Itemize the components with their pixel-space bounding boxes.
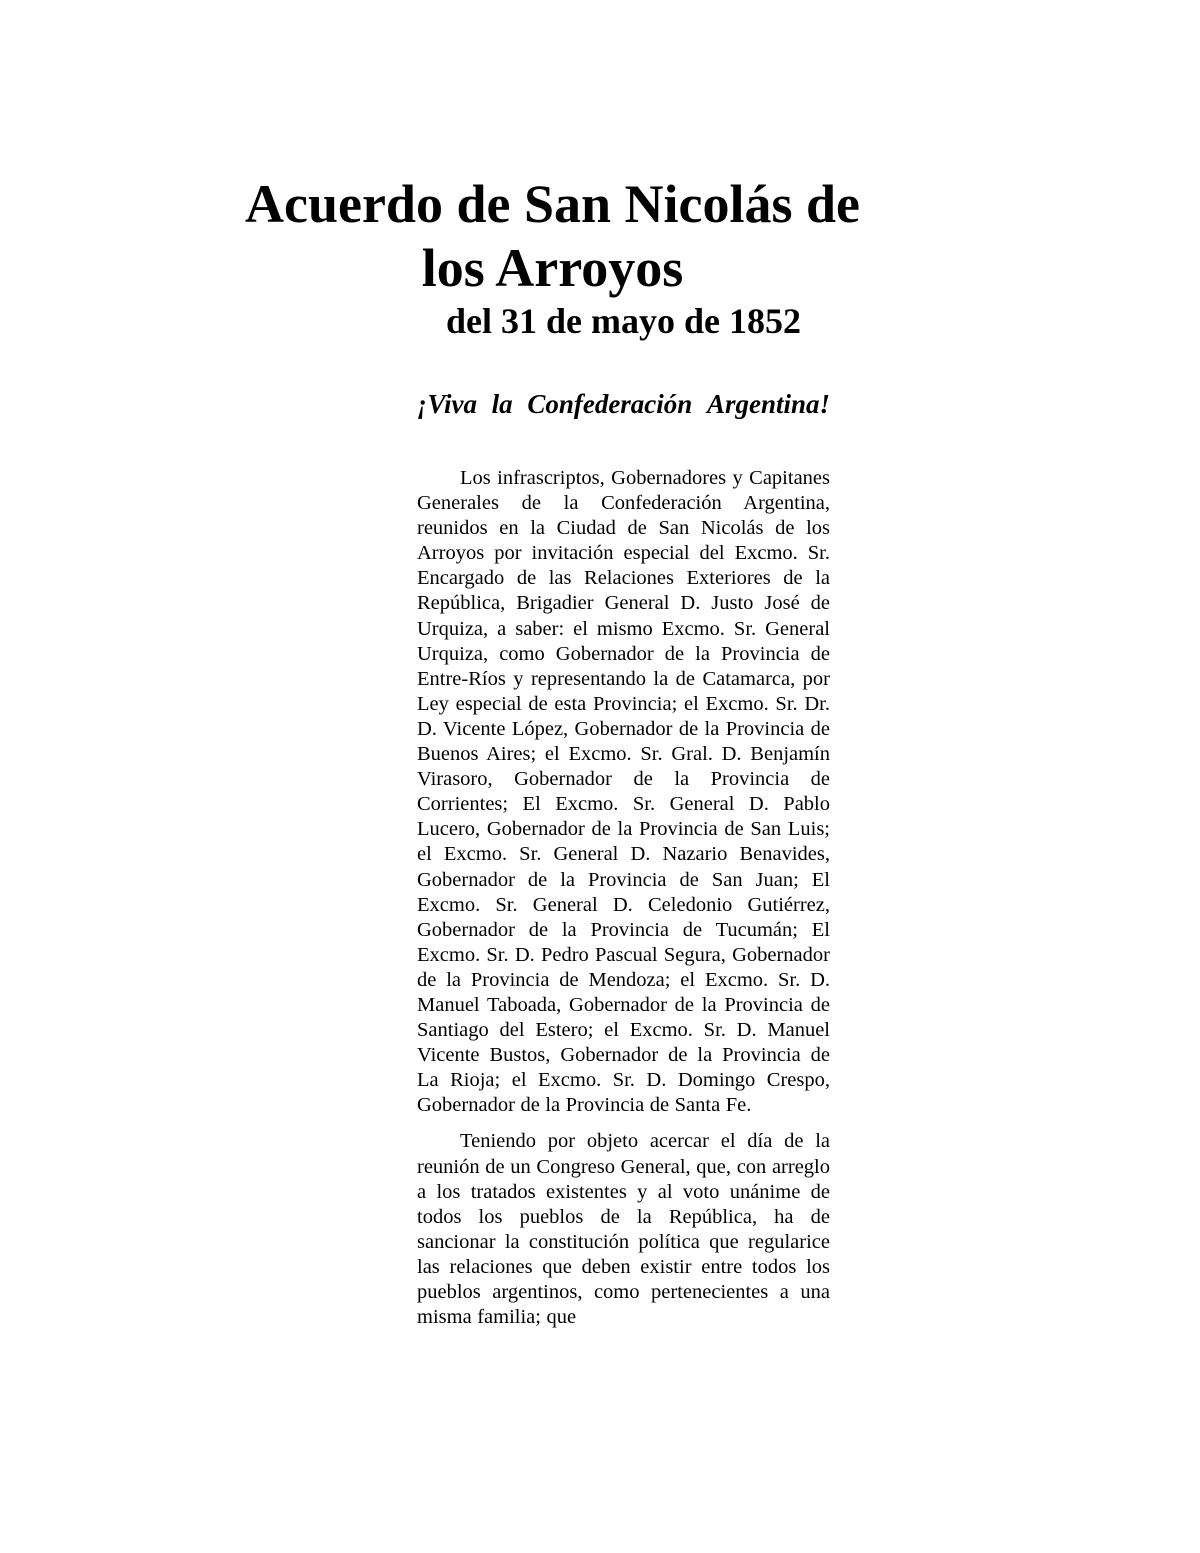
document-subtitle: del 31 de mayo de 1852 [446, 301, 801, 341]
salutation-word-3: Confederación [527, 389, 693, 419]
document-title-line2: los Arroyos [421, 238, 684, 298]
salutation-line [417, 388, 830, 421]
body-paragraph-1: Los infrascriptos, Gobernadores y Capitanes Generales de la Confederación Argentina, reunidos en la Ciudad de San Nicolás de los Arroyos por invitación especial del Excmo. Sr. Encargado de las Relaciones Exteriores de la República, Brigadier General D. Justo José de Urquiza, a saber: el mismo Excmo. Sr. General Urquiza, como Gobernador de la Provincia de Entre-Ríos y representando la de Catamarca, por Ley especial de esta Provincia; el Excmo. Sr. Dr. D. Vicente López, Gobernador de la Provincia de Buenos Aires; el Excmo. Sr. Gral. D. Benjamín Virasoro, Gobernador de la Provincia de Corrientes; El Excmo. Sr. General D. Pablo Lucero, Gobernador de la Provincia de San Luis; el Excmo. Sr. General D. Nazario Benavides, Gobernador de la Provincia de San Juan; El Excmo. Sr. General D. Celedonio Gutiérrez, Gobernador de la Provincia de Tucumán; El Excmo. Sr. D. Pedro Pascual Segura, Gobernador de la Provincia de Mendoza; el Excmo. Sr. D. Manuel Taboada, Gobernador de la Provincia de Santiago del Estero; el Excmo. Sr. D. Manuel Vicente Bustos, Gobernador de la Provincia de La Rioja; el Excmo. Sr. D. Domingo Crespo, Gobernador de la Provincia de Santa Fe. [417, 467, 830, 1117]
document-body [417, 466, 830, 1330]
body-paragraph-2: Teniendo por objeto acercar el día de la reunión de un Congreso General, que, con arreglo a los tratados existentes y al voto unánime de todos los pueblos de la República, ha de sancionar la constitución política que regularice las relaciones que deben existir entre todos los pueblos argentinos, como pertenecientes a una misma familia; que [417, 1130, 830, 1329]
salutation-word-1: ¡Viva [417, 389, 478, 419]
salutation-word-4: Argentina! [706, 389, 830, 419]
document-title [240, 172, 865, 300]
document-title-line1: Acuerdo de San Nicolás de [244, 174, 860, 234]
salutation-word-2: la [491, 389, 513, 419]
